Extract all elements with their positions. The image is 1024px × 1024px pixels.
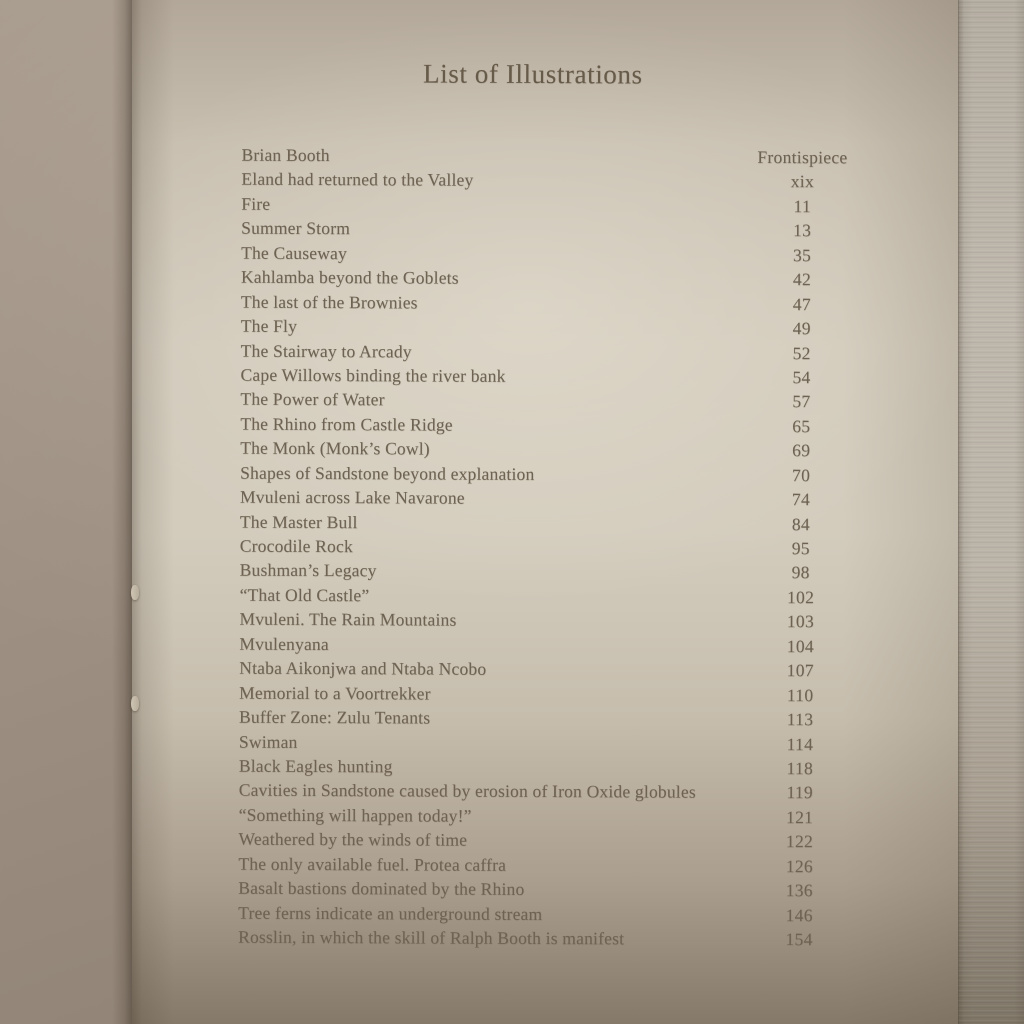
illustration-title: The Master Bull [239,511,358,532]
illustration-page-number: 65 [792,415,811,436]
illustration-row [239,705,845,732]
illustration-page-number: 126 [785,855,814,876]
illustration-title: Crocodile Rock [239,535,353,557]
book-page [132,0,958,1024]
illustration-title: “Something will happen today!” [238,804,472,826]
illustration-page-number: 54 [792,367,811,388]
illustration-title: Basalt bastions dominated by the Rhino [238,877,525,900]
illustration-title: Mvuleni. The Rain Mountains [239,608,457,630]
illustration-page-number: 122 [785,831,814,852]
illustration-row [241,289,847,316]
illustration-title: Summer Storm [241,217,351,239]
illustration-title: Brian Booth [241,144,330,166]
book-gutter-shadow [112,0,133,1024]
illustration-page-number: 70 [792,464,811,485]
illustration-title: Eland had returned to the Valley [241,169,474,191]
illustration-row [241,240,847,267]
illustration-page-number: 49 [792,318,811,339]
illustration-title: Shapes of Sandstone beyond explanation [240,462,535,484]
illustration-row [240,509,846,536]
illustration-row [239,729,845,756]
illustration-row [238,900,844,927]
illustration-page-number: 84 [791,513,811,534]
illustration-page-number: 11 [793,195,812,217]
illustration-title: The only available fuel. Protea caffra [238,853,507,875]
illustration-title: Black Eagles hunting [238,755,393,777]
illustration-page-number: 119 [786,782,814,803]
illustration-row [240,436,846,463]
illustration-title: Weathered by the winds of time [238,828,468,850]
illustration-title: “That Old Castle” [239,584,370,606]
illustration-row [240,583,846,610]
illustration-row [239,631,845,658]
illustration-page-number: 154 [785,929,813,950]
illustration-row [238,925,844,952]
illustrations-list [238,143,848,952]
illustration-row [240,411,846,438]
illustration-row [240,387,846,414]
illustration-title: Memorial to a Voortrekker [239,682,431,704]
book-fore-edge [958,0,1024,1024]
illustration-title: The Causeway [241,242,348,263]
illustration-row [238,827,844,854]
illustration-page-number: 107 [786,660,814,681]
illustration-row [239,802,845,829]
illustration-page-number: 47 [792,293,811,314]
illustration-page-number: 110 [786,684,814,705]
illustration-title: Ntaba Aikonjwa and Ntaba Ncobo [239,657,487,679]
illustration-title: Bushman’s Legacy [239,560,377,581]
illustration-title: Fire [241,193,271,214]
illustration-title: Rosslin, in which the skill of Ralph Booth is manifest [238,926,625,949]
illustration-title: The Rhino from Castle Ridge [240,413,453,435]
illustration-row [241,192,847,219]
illustration-row [241,167,847,194]
page-title: List of Illustrations [423,58,643,90]
illustration-title: Cavities in Sandstone caused by erosion of Iron Oxide globules [238,780,696,803]
illustration-row [241,143,847,170]
illustration-page-number: 57 [792,391,811,412]
illustration-row [240,485,846,512]
illustration-title: Tree ferns indicate an underground stream [238,902,543,924]
illustration-row [241,314,847,341]
binding-stitch [131,585,139,600]
illustration-title: Buffer Zone: Zulu Tenants [239,706,431,728]
illustration-page-number: 13 [793,220,812,241]
illustration-page-number: 113 [786,709,814,730]
illustration-title: The Stairway to Arcady [240,340,412,361]
illustration-row [239,778,845,805]
illustration-page-number: Frontispiece [757,146,848,168]
illustration-page-number: 121 [786,806,814,827]
binding-stitch [131,696,139,711]
illustration-page-number: 95 [791,538,810,559]
illustration-page-number: 52 [792,342,811,363]
illustration-title: Mvulenyana [239,633,329,654]
illustration-page-number: xix [790,171,815,192]
illustration-page-number: 104 [786,635,815,656]
illustration-title: Cape Willows binding the river bank [240,364,506,386]
illustration-row [238,876,844,903]
illustration-row [240,460,846,487]
illustration-row [241,363,847,390]
illustration-title: The Power of Water [240,389,385,410]
illustration-page-number: 102 [786,586,815,608]
illustration-title: The Fly [240,315,298,336]
illustration-row [240,558,846,585]
illustration-title: The Monk (Monk’s Cowl) [240,437,430,459]
illustration-title: Kahlamba beyond the Goblets [240,266,459,288]
illustration-page-number: 146 [785,904,813,925]
illustration-row [239,656,845,683]
illustration-page-number: 69 [792,440,811,461]
illustration-page-number: 114 [786,733,814,754]
illustration-title: The last of the Brownies [240,291,418,313]
illustration-page-number: 103 [786,611,815,632]
illustration-page-number: 136 [785,880,813,901]
illustration-row [239,607,845,634]
illustration-title: Swiman [238,731,298,752]
illustration-title: Mvuleni across Lake Navarone [239,486,465,508]
illustration-row [241,338,847,365]
page-content [238,55,848,952]
illustration-page-number: 35 [792,244,812,265]
illustration-row [240,534,846,561]
illustration-row [241,216,847,243]
illustration-page-number: 74 [791,489,811,510]
illustration-page-number: 118 [786,758,814,779]
illustration-page-number: 42 [792,269,812,290]
illustration-row [241,265,847,292]
illustration-row [239,754,845,781]
illustration-row [238,851,844,878]
illustration-page-number: 98 [791,562,810,583]
illustration-row [239,680,845,707]
